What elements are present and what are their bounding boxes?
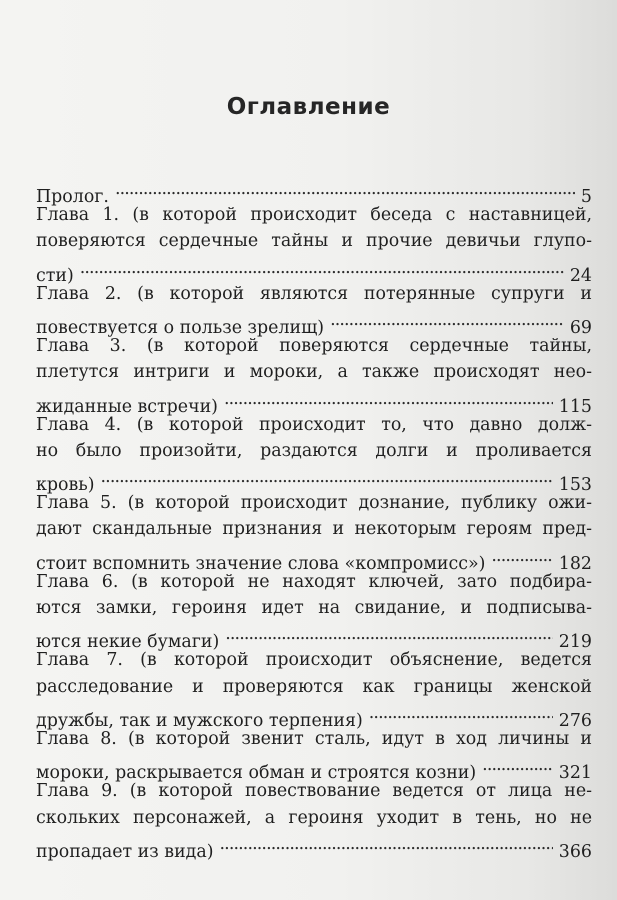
toc-line bbox=[36, 700, 592, 731]
entry-text: Глава 5. (в которой происходит дознание, публику ожи- bbox=[36, 493, 592, 514]
toc-line bbox=[36, 255, 592, 286]
entry-text: ются замки, героиня идет на свидание, и подписыва- bbox=[36, 598, 592, 618]
page-number: 182 bbox=[558, 553, 592, 574]
page-number: 366 bbox=[558, 841, 592, 862]
entry-text: расследование и проверяются как границы женской bbox=[36, 676, 592, 697]
dot-leader bbox=[80, 255, 564, 281]
page-number: 115 bbox=[558, 396, 592, 417]
entry-text: Глава 2. (в которой являются потерянные супруги и bbox=[36, 283, 592, 304]
entry-text: плетутся интриги и мороки, а также происходят нео- bbox=[36, 362, 592, 383]
entry-text: скольких персонажей, а героиня уходит в тень, но не bbox=[36, 807, 592, 828]
toc-entry-chapter-6 bbox=[36, 569, 592, 653]
entry-text: Пролог. bbox=[36, 187, 109, 208]
entry-text: Глава 9. (в которой повествование ведется от лица не- bbox=[36, 781, 592, 802]
dot-leader bbox=[482, 752, 553, 778]
toc-line bbox=[36, 831, 592, 862]
toc-line bbox=[36, 543, 592, 574]
toc-line bbox=[36, 228, 592, 254]
dot-leader bbox=[330, 307, 564, 333]
dot-leader bbox=[224, 386, 553, 412]
table-of-contents bbox=[36, 176, 592, 862]
toc-line bbox=[36, 333, 592, 359]
entry-text: мороки, раскрывается обман и строятся козни) bbox=[36, 763, 477, 784]
page-number: 24 bbox=[569, 265, 592, 286]
entry-text: ются некие бумаги) bbox=[36, 632, 220, 653]
toc-line bbox=[36, 674, 592, 700]
toc-line bbox=[36, 386, 592, 417]
toc-line bbox=[36, 516, 592, 542]
entry-text: дружбы, так и мужского терпения) bbox=[36, 710, 363, 731]
toc-line bbox=[36, 412, 592, 438]
dot-leader bbox=[369, 700, 553, 726]
toc-line bbox=[36, 281, 592, 307]
toc-line bbox=[36, 595, 592, 621]
toc-line bbox=[36, 490, 592, 516]
toc-entry-chapter-1 bbox=[36, 202, 592, 286]
page-number: 276 bbox=[558, 710, 592, 731]
dot-leader bbox=[101, 464, 553, 490]
page-number: 69 bbox=[569, 318, 592, 339]
page-number: 5 bbox=[580, 187, 592, 208]
dot-leader bbox=[225, 621, 553, 647]
entry-text: повествуется о пользе зрелищ) bbox=[36, 318, 325, 339]
toc-line bbox=[36, 778, 592, 804]
entry-text: пропадает из вида) bbox=[36, 841, 214, 862]
entry-text: стоит вспомнить значение слова «компромисс») bbox=[36, 553, 486, 574]
toc-entry-chapter-9 bbox=[36, 778, 592, 862]
toc-line bbox=[36, 202, 592, 228]
entry-text: Глава 1. (в которой происходит беседа с наставницей, bbox=[36, 205, 592, 226]
page-title: Оглавление bbox=[226, 94, 391, 120]
page-number: 153 bbox=[558, 475, 592, 496]
entry-text: дают скандальные признания и некоторым героям пред- bbox=[36, 519, 592, 540]
entry-text: сти) bbox=[36, 265, 74, 286]
entry-text: Глава 6. (в которой не находят ключей, зато подбира- bbox=[36, 571, 592, 592]
toc-entry-chapter-2 bbox=[36, 281, 592, 339]
toc-entry-prologue bbox=[36, 176, 592, 208]
toc-entry-chapter-8 bbox=[36, 726, 592, 784]
entry-text: жиданные встречи) bbox=[36, 396, 218, 417]
entry-text: кровь) bbox=[36, 475, 95, 496]
toc-line bbox=[36, 438, 592, 464]
toc-entry-chapter-4 bbox=[36, 412, 592, 496]
toc-line bbox=[36, 307, 592, 339]
dot-leader bbox=[115, 176, 575, 202]
toc-entry-chapter-7 bbox=[36, 647, 592, 731]
toc-line bbox=[36, 464, 592, 496]
toc-line bbox=[36, 621, 592, 653]
toc-line bbox=[36, 726, 592, 752]
toc-entry-chapter-3 bbox=[36, 333, 592, 417]
page-number: 321 bbox=[558, 763, 592, 784]
entry-text: Глава 3. (в которой поверяются сердечные тайны, bbox=[36, 336, 592, 357]
entry-text: Глава 4. (в которой происходит то, что давно долж- bbox=[36, 414, 592, 435]
toc-line bbox=[36, 176, 592, 208]
entry-text: но было произойти, раздаются долги и проливается bbox=[36, 440, 592, 461]
toc-line bbox=[36, 752, 592, 784]
toc-line bbox=[36, 569, 592, 595]
dot-leader bbox=[220, 831, 553, 857]
page-number: 219 bbox=[558, 632, 592, 653]
entry-text: поверяются сердечные тайны и прочие девичьи глупо- bbox=[36, 231, 592, 252]
entry-text: Глава 8. (в которой звенит сталь, идут в ход личины и bbox=[36, 728, 592, 749]
toc-line bbox=[36, 647, 592, 673]
toc-entry-chapter-5 bbox=[36, 490, 592, 574]
dot-leader bbox=[491, 543, 552, 569]
entry-text: Глава 7. (в которой происходит объяснение, ведется bbox=[36, 650, 592, 671]
toc-line bbox=[36, 805, 592, 831]
toc-line bbox=[36, 359, 592, 385]
